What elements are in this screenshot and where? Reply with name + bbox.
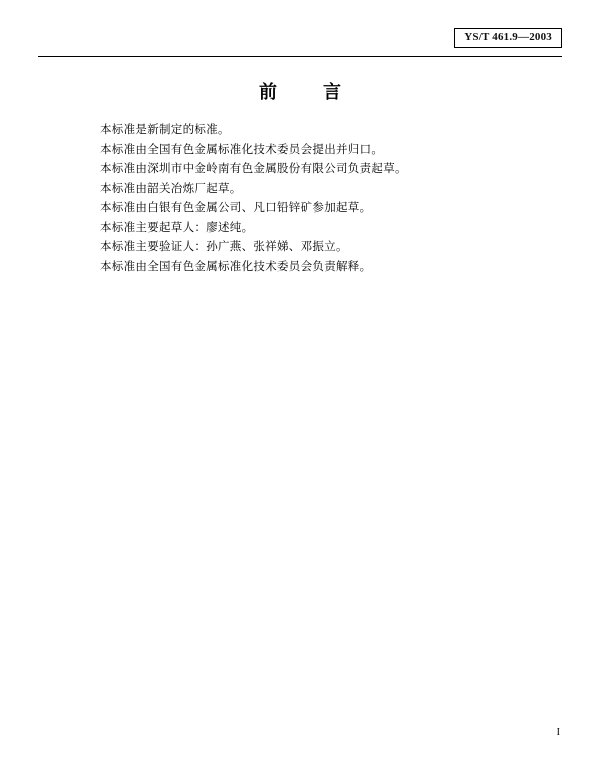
foreword-body [100, 120, 520, 276]
footer-rule [38, 719, 562, 720]
page-title: 前 言 [259, 82, 355, 103]
header-rule [38, 56, 562, 57]
paragraph: 本标准由白银有色金属公司、凡口铅锌矿参加起草。 [100, 200, 372, 214]
paragraph: 本标准由全国有色金属标准化技术委员会提出并归口。 [100, 141, 384, 156]
page-number: I [556, 727, 560, 738]
paragraph: 本标准由韶关冶炼厂起草。 [100, 180, 242, 195]
paragraph: 本标准由全国有色金属标准化技术委员会负责解释。 [100, 258, 372, 273]
standard-number-box: YS/T 461.9—2003 [454, 28, 562, 48]
paragraph: 本标准主要起草人：廖述纯。 [100, 219, 254, 234]
paragraph: 本标准由深圳市中金岭南有色金属股份有限公司负责起草。 [100, 161, 407, 175]
paragraph: 本标准主要验证人：孙广燕、张祥娣、邓振立。 [100, 239, 348, 253]
paragraph: 本标准是新制定的标准。 [100, 122, 230, 136]
